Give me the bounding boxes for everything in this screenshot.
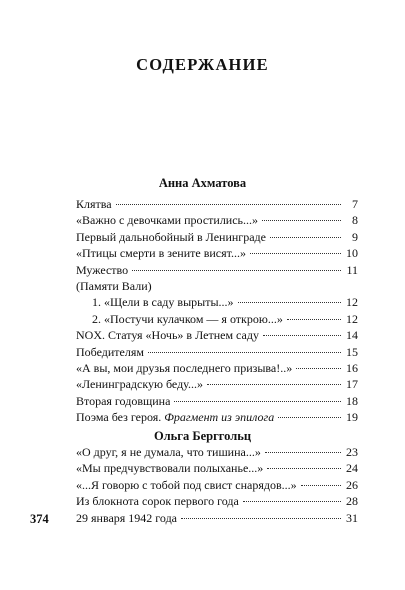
section-heading-akhmatova: Анна Ахматова xyxy=(158,176,247,190)
toc-entry-page: 24 xyxy=(346,461,358,476)
toc-entry-title: Из блокнота сорок первого года xyxy=(76,494,239,509)
toc-entry-page: 12 xyxy=(346,295,358,310)
dot-leader xyxy=(265,452,341,453)
toc-entry[interactable] xyxy=(76,212,358,228)
toc-entry-page: 26 xyxy=(346,477,358,492)
toc-entry[interactable] xyxy=(76,360,358,376)
toc-entry-title: (Памяти Вали) xyxy=(76,278,152,293)
toc-entry-title: Клятва xyxy=(76,197,112,211)
toc-entry[interactable] xyxy=(76,409,358,425)
toc-entry-page: 11 xyxy=(346,262,358,277)
toc-entry[interactable] xyxy=(76,460,358,476)
toc-entry[interactable] xyxy=(76,493,358,509)
dot-leader xyxy=(287,319,341,320)
dot-leader xyxy=(296,368,341,369)
toc-entry-page: 12 xyxy=(346,311,358,326)
toc-entry-title: «Мы предчувствовали полыханье...» xyxy=(76,461,264,476)
toc-entry-title: Победителям xyxy=(76,344,144,359)
section-heading-berggolts: Ольга Берггольц xyxy=(153,429,252,443)
toc-entry[interactable] xyxy=(76,477,358,493)
toc-entry-title: 1. «Щели в саду вырыты...» xyxy=(92,295,234,310)
dot-leader xyxy=(263,335,341,336)
toc-entry[interactable] xyxy=(76,262,358,278)
toc-entry[interactable] xyxy=(76,510,358,526)
dot-leader xyxy=(262,220,341,221)
toc-entry-page: 16 xyxy=(346,360,358,375)
toc-entry[interactable] xyxy=(76,327,358,343)
dot-leader xyxy=(181,518,341,519)
toc-entry[interactable] xyxy=(76,294,358,310)
toc-entry-title: «Важно с девочками простились...» xyxy=(76,213,259,228)
toc-entry-title: Мужество xyxy=(76,262,129,277)
dot-leader xyxy=(270,237,341,238)
dot-leader xyxy=(267,468,341,469)
dot-leader xyxy=(243,501,341,502)
toc-entry-page: 15 xyxy=(346,344,358,359)
toc-entry[interactable] xyxy=(76,444,358,460)
toc-entry-title: «Птицы смерти в зените висят...» xyxy=(76,246,246,261)
toc-entry-page: 17 xyxy=(346,377,358,392)
toc-group-heading xyxy=(76,278,358,294)
toc-entry-title: NOX. Статуя «Ночь» в Летнем саду xyxy=(76,328,259,343)
toc-entry-title: 29 января 1942 года xyxy=(76,510,178,525)
toc-entry-page: 18 xyxy=(346,393,358,408)
toc-entry-title xyxy=(76,409,274,425)
dot-leader xyxy=(174,401,341,402)
dot-leader xyxy=(278,417,341,418)
toc-entry-page: 28 xyxy=(346,494,358,509)
toc-entry-title: 2. «Постучи кулачком — я открою...» xyxy=(92,311,283,326)
toc-entry-title: «О друг, я не думала, что тишина...» xyxy=(76,445,261,459)
toc-list-berggolts xyxy=(76,444,358,526)
toc-entry[interactable] xyxy=(76,311,358,327)
toc-entry-page: 19 xyxy=(346,410,358,425)
toc-entry-page: 9 xyxy=(352,229,358,244)
toc-entry-title: «А вы, мои друзья последнего призыва!..» xyxy=(76,360,293,375)
dot-leader xyxy=(238,302,341,303)
dot-leader xyxy=(132,270,341,271)
dot-leader xyxy=(116,204,341,205)
toc-entry-page: 31 xyxy=(346,510,358,525)
toc-entry[interactable] xyxy=(76,245,358,261)
toc-entry-title: «...Я говорю с тобой под свист снарядов...» xyxy=(76,477,297,492)
toc-entry-title: Вторая годовщина xyxy=(76,393,171,408)
toc-entry[interactable] xyxy=(76,196,358,212)
toc-entry[interactable] xyxy=(76,376,358,392)
toc-entry-title-italic: Фрагмент из эпилога xyxy=(164,410,275,425)
toc-entry-title: Первый дальнобойный в Ленинграде xyxy=(76,229,266,244)
toc-entry-page: 8 xyxy=(352,213,358,228)
toc-entry-page: 10 xyxy=(346,246,358,261)
toc-entry-title-main: Поэма без героя. xyxy=(76,410,162,425)
toc-entry[interactable] xyxy=(76,344,358,360)
toc-entry-page: 14 xyxy=(346,328,358,343)
dot-leader xyxy=(250,253,341,254)
toc-entry-title: «Ленинградскую беду...» xyxy=(76,377,203,392)
dot-leader xyxy=(207,384,341,385)
page-title: СОДЕРЖАНИЕ xyxy=(136,55,269,74)
dot-leader xyxy=(148,352,341,353)
dot-leader xyxy=(301,485,341,486)
toc-entry[interactable] xyxy=(76,229,358,245)
page-number: 374 xyxy=(30,512,49,526)
toc-entry[interactable] xyxy=(76,393,358,409)
toc-list-akhmatova xyxy=(76,196,358,425)
toc-entry-page: 23 xyxy=(346,445,358,459)
toc-entry-page: 7 xyxy=(352,197,358,211)
